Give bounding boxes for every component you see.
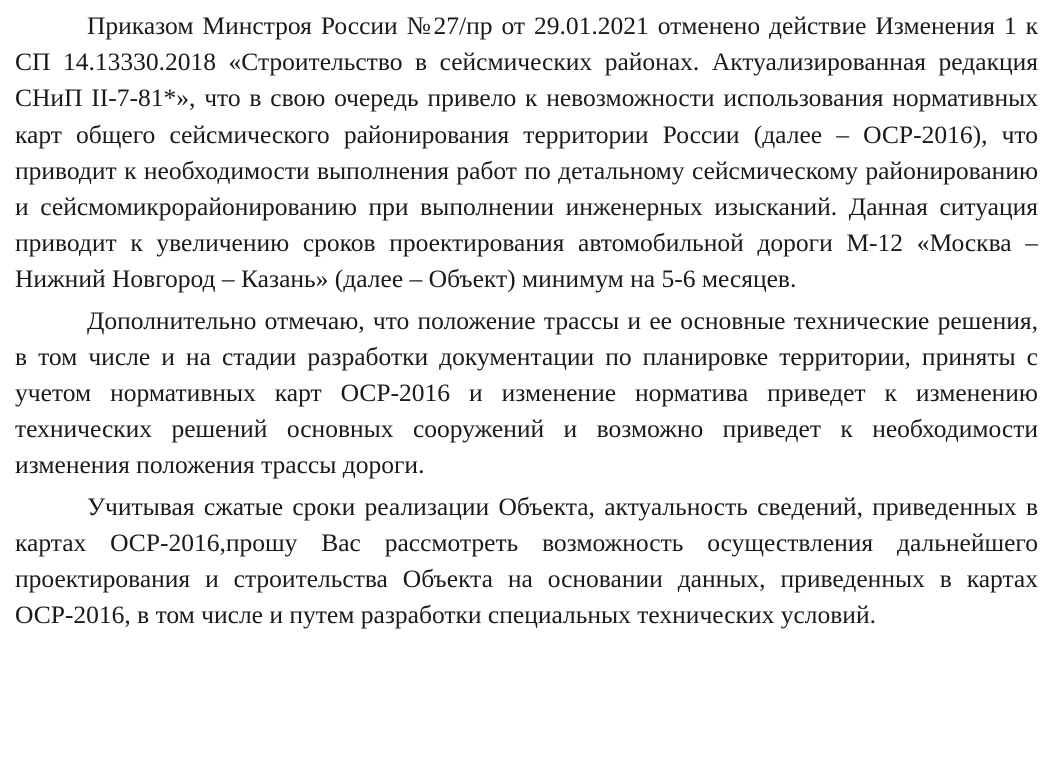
paragraph-2: Дополнительно отмечаю, что положение трассы и ее основные технические решения, в том числе и на стадии разработки документации по планировке территории, приняты с учетом нормативных карт ОСР-2016 и изменение норматива приведет к изменению технических решений основных сооружений и возможно приведет к необходимости изменения положения трассы дороги. (15, 305, 1038, 480)
paragraph-1: Приказом Минстроя России №27/пр от 29.01.2021 отменено действие Изменения 1 к СП 14.13330.2018 «Строительство в сейсмических районах. Актуализированная редакция СНиП II-7-81*», что в свою очередь привело к невозможности использования нормативных карт общего сейсмического районирования территории России (далее – ОСР-2016), что приводит к необходимости выполнения работ по детальному сейсмическому районированию и сейсмомикрорайонированию при выполнении инженерных изысканий. Данная ситуация приводит к увеличению сроков проектирования автомобильной дороги М-12 «Москва – Нижний Новгород – Казань» (далее – Объект) минимум на 5-6 месяцев. (15, 11, 1038, 294)
paragraph-3: Учитывая сжатые сроки реализации Объекта, актуальность сведений, приведенных в картах ОСР-2016,прошу Вас рассмотреть возможность осуществления дальнейшего проектирования и строительства Объекта на основании данных, приведенных в картах ОСР-2016, в том числе и путем разработки специальных технических условий. (15, 491, 1038, 630)
